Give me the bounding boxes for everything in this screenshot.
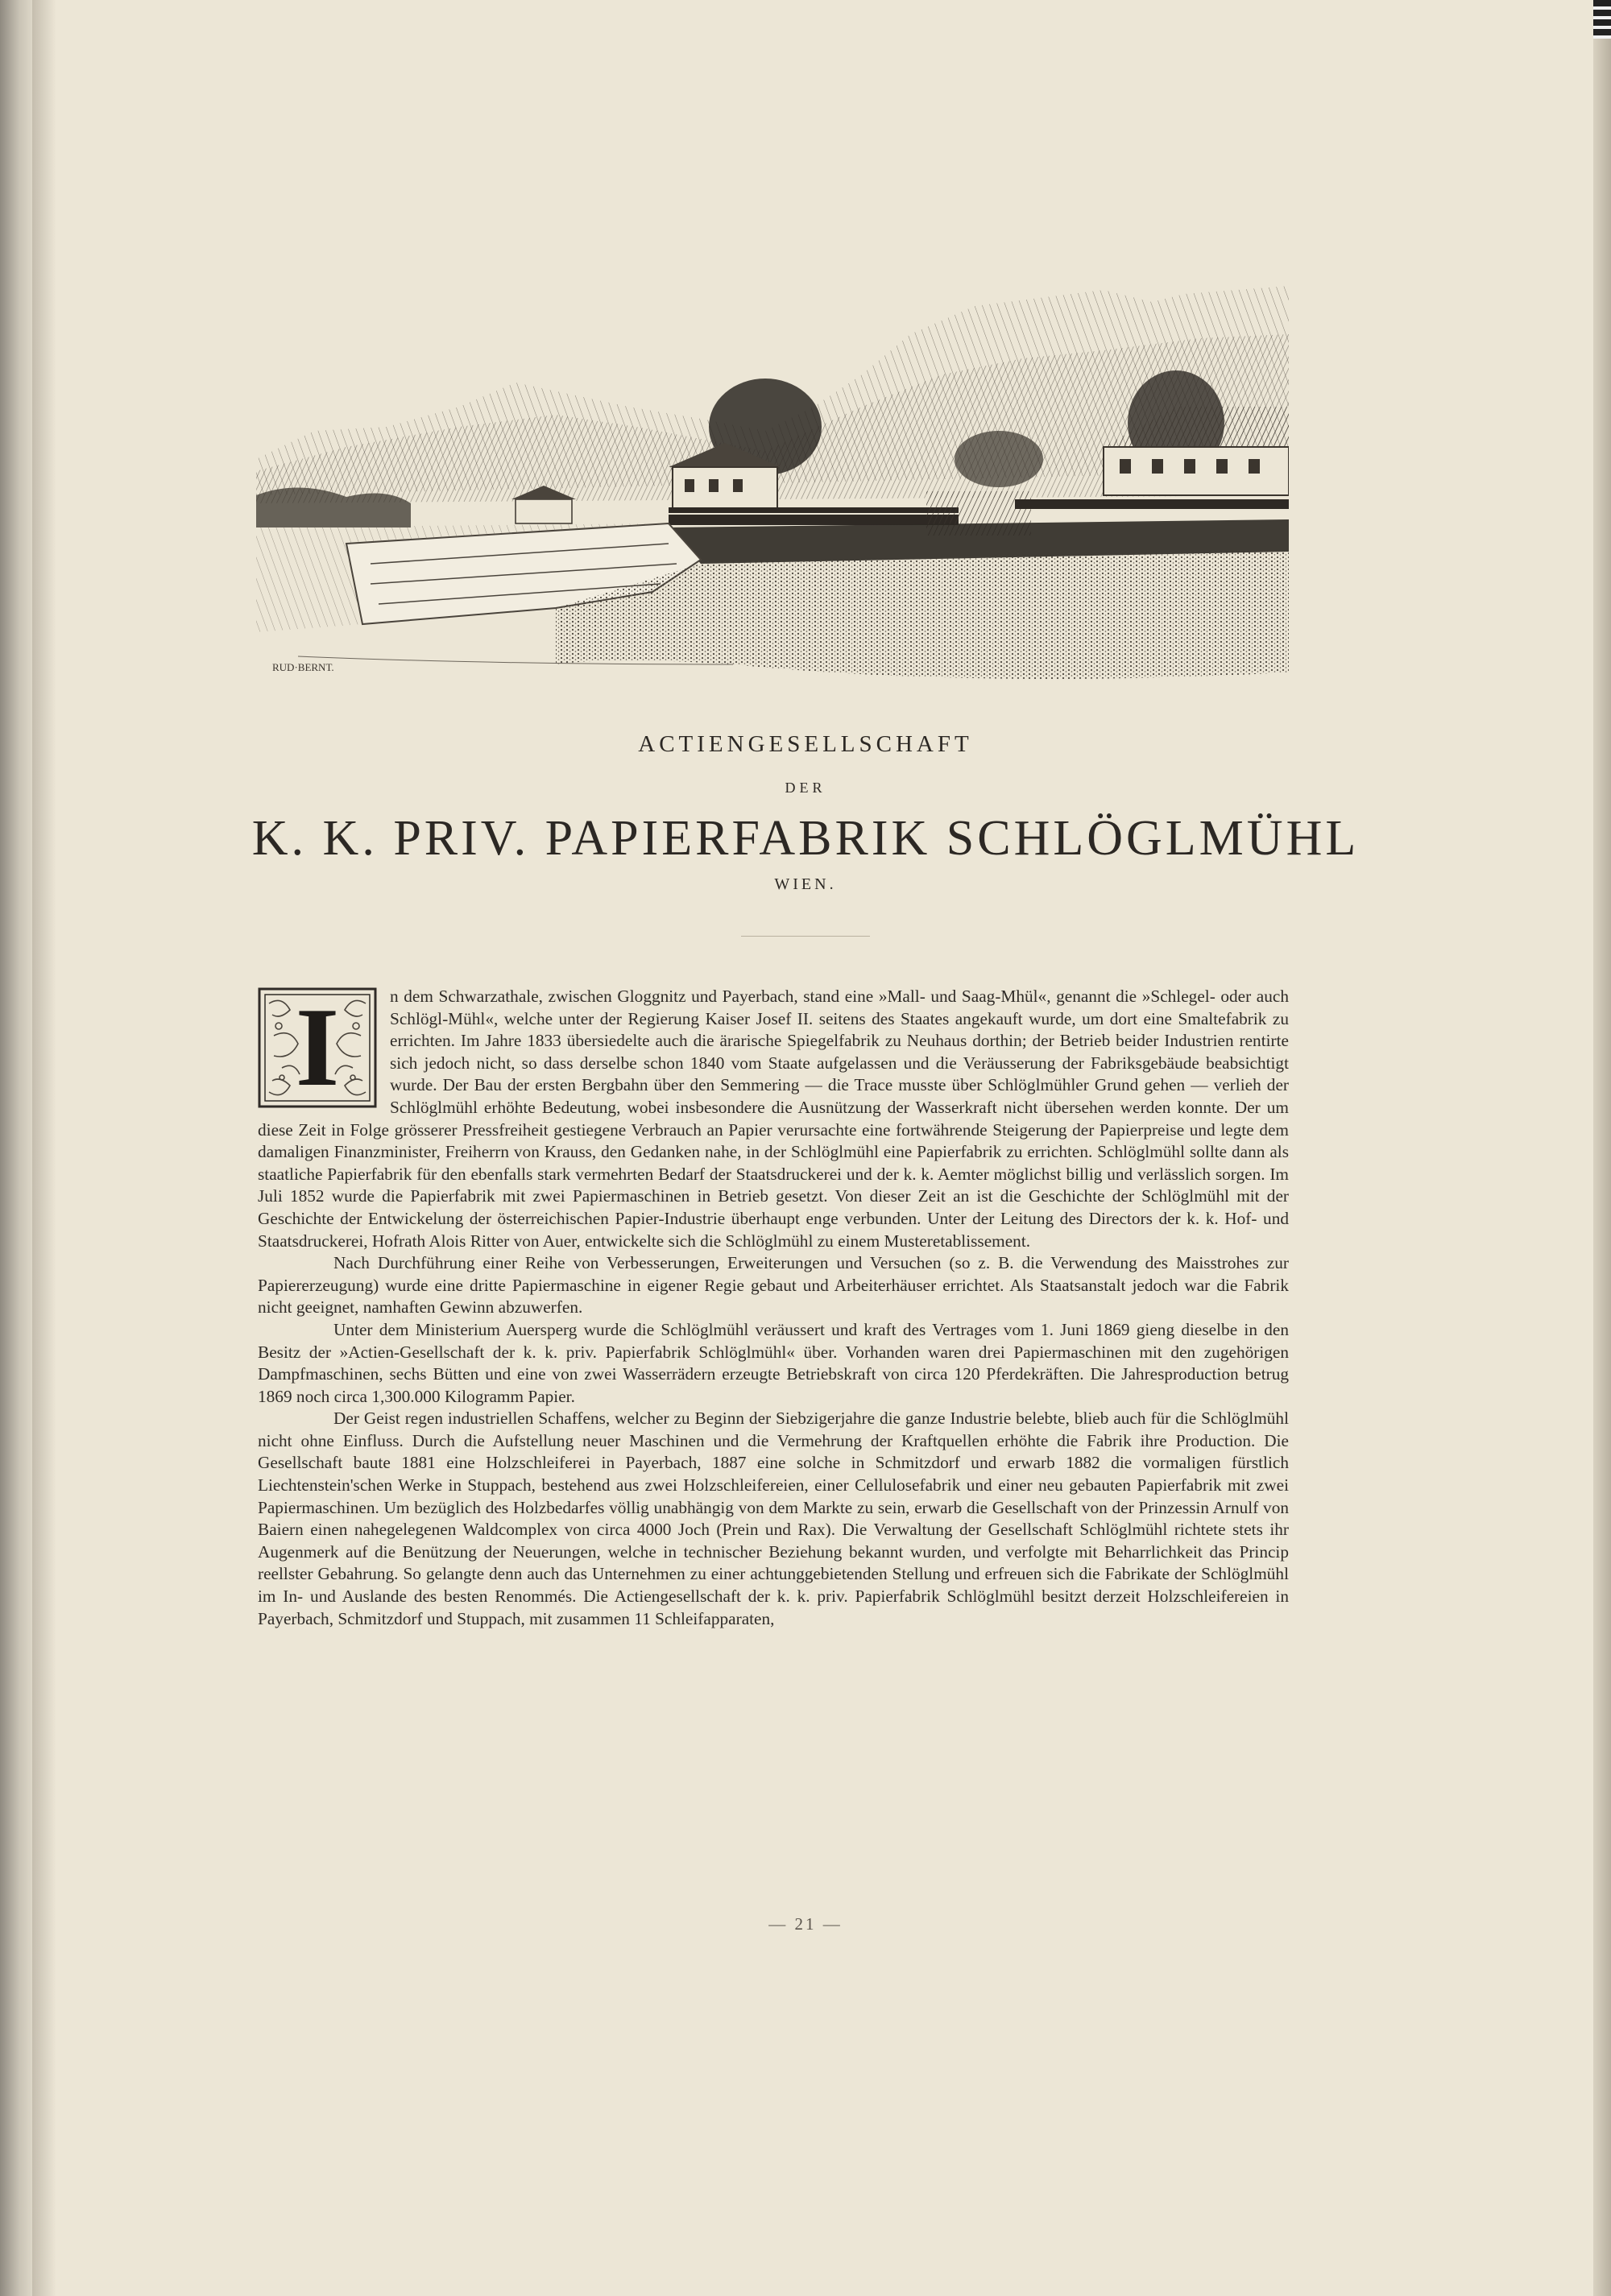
page-edge — [1593, 0, 1611, 2296]
paragraph: Der Geist regen industriellen Schaffens, welcher zu Beginn der Siebzigerjahre die ganze Industrie belebte, blieb auch für die Schlöglmühl nicht ohne Einfluss. Durch die Aufstellung neuer Maschinen und die Vermehrung der Kraftquellen erhöhte die Fabrik ihre Production. Die Gesellschaft baute 1881 eine Holzschleiferei in Payerbach, 1887 eine solche in Schmitzdorf und erwarb 1882 die vormaligen fürstlich Liechtenstein'schen Werke in Stuppach, bestehend aus zwei Holzschleifereien, einer Cellulosefabrik und einer neu gebauten Papierfabrik mit zwei Papiermaschinen. Um bezüglich des Holzbedarfes völlig unabhängig von dem Markte zu sein, erwarb die Gesellschaft von der Prinzessin Arnulf von Baiern einen nahegelegenen Waldcomplex von circa 4000 Joch (Prein und Rax). Die Verwaltung der Gesellschaft Schlöglmühl richtete stets ihr Augenmerk auf die Benützung der Neuerungen, welche in technischer Beziehung bekannt wurden, und verfolgte mit Beharrlichkeit das Princip reellster Gebahrung. So gelangte denn auch das Unternehmen zu einer achtunggebietenden Stellung und erfreuen sich die Fabrikate der Schlöglmühl im In- und Auslande des besten Renommés. Die Actiengesellschaft der k. k. priv. Papierfabrik Schlöglmühl besitzt derzeit Holzschleifereien in Payerbach, Schmitzdorf und Stuppach, mit zusammen 11 Schleifapparaten, — [258, 1409, 1289, 1628]
page-title: K. K. PRIV. PAPIERFABRIK SCHLÖGLMÜHL — [251, 811, 1360, 866]
book-spine — [0, 0, 32, 2296]
drop-cap-letter: I — [295, 985, 340, 1110]
article-body — [258, 986, 1289, 1630]
paragraph: Unter dem Ministerium Auersperg wurde die Schlöglmühl veräussert und kraft des Vertrages vom 1. Juni 1869 gieng dieselbe in den Besitz der »Actien-Gesellschaft der k. k. priv. Papierfabrik Schlöglmühl« über. Vorhanden waren drei Papiermaschinen mit den zugehörigen Dampfmaschinen, sechs Bütten und eine von zwei Wasserrädern erzeugte Betriebskraft von circa 120 Pferdekräften. Die Jahresproduction betrug 1869 noch circa 1,300.000 Kilogramm Papier. — [258, 1319, 1289, 1406]
page-number: — 21 — — [768, 1914, 843, 1934]
heading-company-type: ACTIENGESELLSCHAFT — [638, 731, 973, 757]
title-divider — [741, 936, 870, 937]
paragraph: Nach Durchführung einer Reihe von Verbesserungen, Erweiterungen und Versuchen (so z. B. die Verwendung des Maisstrohes zur Papiererzeugung) wurde eine dritte Papiermaschine in eigener Regie gebaut und Arbeiterhäuser errichtet. Als Staatsanstalt jedoch war die Fabrik nicht geeignet, namhaften Gewinn abzuwerfen. — [258, 1253, 1289, 1318]
engraving-illustration — [250, 286, 1289, 689]
heading-place: WIEN. — [774, 875, 837, 893]
artist-signature: RUD·BERNT. — [272, 661, 334, 673]
heading-der: DER — [785, 780, 826, 796]
gutter-shadow — [32, 0, 56, 2296]
scan-ruler — [1593, 0, 1611, 39]
paragraph: n dem Schwarzathale, zwischen Gloggnitz und Payerbach, stand eine »Mall- und Saag-Mhül«, genannt die »Schlegel- oder auch Schlögl-Mühl«, welche unter der Regierung Kaiser Josef II. seitens des Staates angekauft wurde, um dort eine Smaltefabrik zu errichten. Im Jahre 1833 übersiedelte auch die ärarische Spiegelfabrik zu Neuhaus dorthin; der Betrieb beider Industrien rentirte sich jedoch nicht, so dass derselbe schon 1840 vom Staate aufgelassen und die Veräusserung der Fabriksgebäude beabsichtigt wurde. Der Bau der ersten Bergbahn über den Semmering — die Trace musste über Schlöglmühler Grund gehen — verlieh der Schlöglmühl erhöhte Bedeutung, wobei insbesondere die Ausnützung der Wasserkraft nicht übersehen werden konnte. Der um diese Zeit in Folge grösserer Pressfreiheit gestiegene Verbrauch an Papier verursachte eine fortwährende Steigerung der Papierpreise und legte dem damaligen Finanzminister, Freiherrn von Krauss, den Gedanken nahe, in der Schlöglmühl eine Papierfabrik zu errichten. Schlöglmühl sollte dann als staatliche Papierfabrik für den ebenfalls stark vermehrten Bedarf der Staatsdruckerei und der k. k. Aemter möglichst billig und verlässlich sorgen. Im Juli 1852 wurde die Papierfabrik mit zwei Papiermaschinen in Betrieb gesetzt. Von dieser Zeit an ist die Geschichte der Schlöglmühl mit der Geschichte der Entwickelung der österreichischen Papier-Industrie überhaupt enge verbunden. Unter der Leitung des Directors der k. k. Hof- und Staatsdruckerei, Hofrath Alois Ritter von Auer, entwickelte sich die Schlöglmühl zu einem Musteretablissement. — [258, 987, 1289, 1251]
drop-cap-initial — [258, 987, 377, 1108]
mill-landscape-image — [250, 286, 1289, 689]
